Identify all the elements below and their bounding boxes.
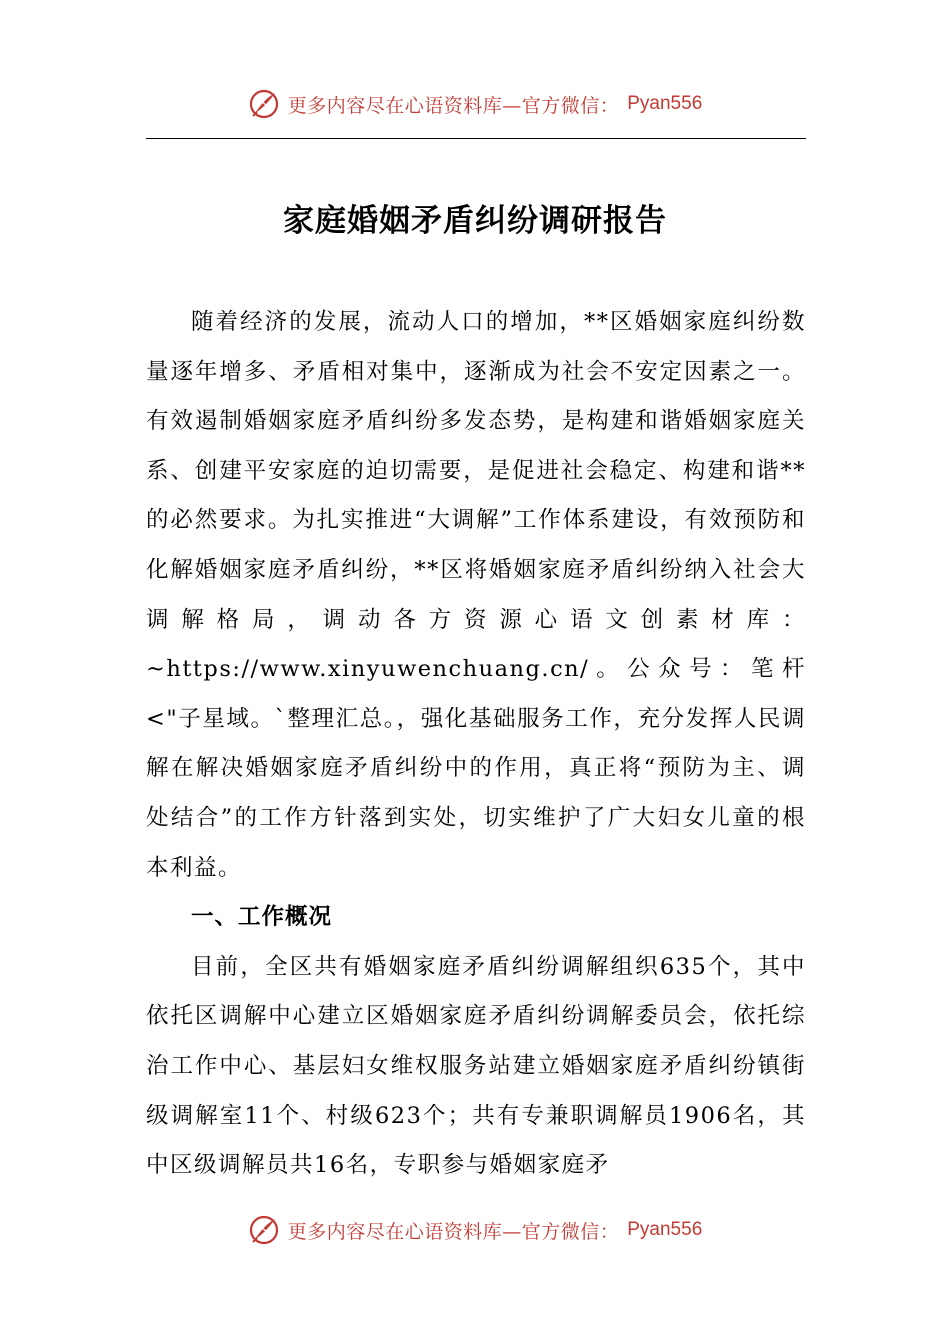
footer-banner <box>0 1208 950 1252</box>
document-title: 家庭婚姻矛盾纠纷调研报告 <box>283 203 667 239</box>
feather-pen-logo-icon <box>248 1214 280 1246</box>
document-body <box>146 298 806 1191</box>
footer-wechat-handle: Pyan556 <box>627 1219 703 1240</box>
header-banner-text: 更多内容尽在心语资料库—官方微信： <box>287 94 620 117</box>
header-banner <box>0 82 950 126</box>
header-divider <box>146 138 806 139</box>
header-wechat-handle: Pyan556 <box>627 93 703 114</box>
section-heading-overview: 一、工作概况 <box>191 904 333 931</box>
footer-banner-text: 更多内容尽在心语资料库—官方微信： <box>287 1220 620 1243</box>
paragraph-overview: 目前，全区共有婚姻家庭矛盾纠纷调解组织635个，其中依托区调解中心建立区婚姻家庭矛盾纠纷调解委员会，依托综治工作中心、基层妇女维权服务站建立婚姻家庭矛盾纠纷镇街级调解室11个、村级623个；共有专兼职调解员1906名，其中区级调解员共16名，专职参与婚姻家庭矛 <box>146 953 806 1179</box>
paragraph-intro: 随着经济的发展，流动人口的增加，**区婚姻家庭纠纷数量逐年增多、矛盾相对集中，逐渐成为社会不安定因素之一。有效遏制婚姻家庭矛盾纠纷多发态势，是构建和谐婚姻家庭关系、创建平安家庭的迫切需要，是促进社会稳定、构建和谐**的必然要求。为扎实推进“大调解”工作体系建设，有效预防和化解婚姻家庭矛盾纠纷，**区将婚姻家庭矛盾纠纷纳入社会大调解格局，调动各方资源心语文创素材库：~https://www.xinyuwenchuang.cn/。公众号：笔杆<"子星域。`整理汇总。，强化基础服务工作，充分发挥人民调解在解决婚姻家庭矛盾纠纷中的作用，真正将“预防为主、调处结合”的工作方针落到实处，切实维护了广大妇女儿童的根本利益。 <box>146 309 806 881</box>
feather-pen-logo-icon <box>248 88 280 120</box>
